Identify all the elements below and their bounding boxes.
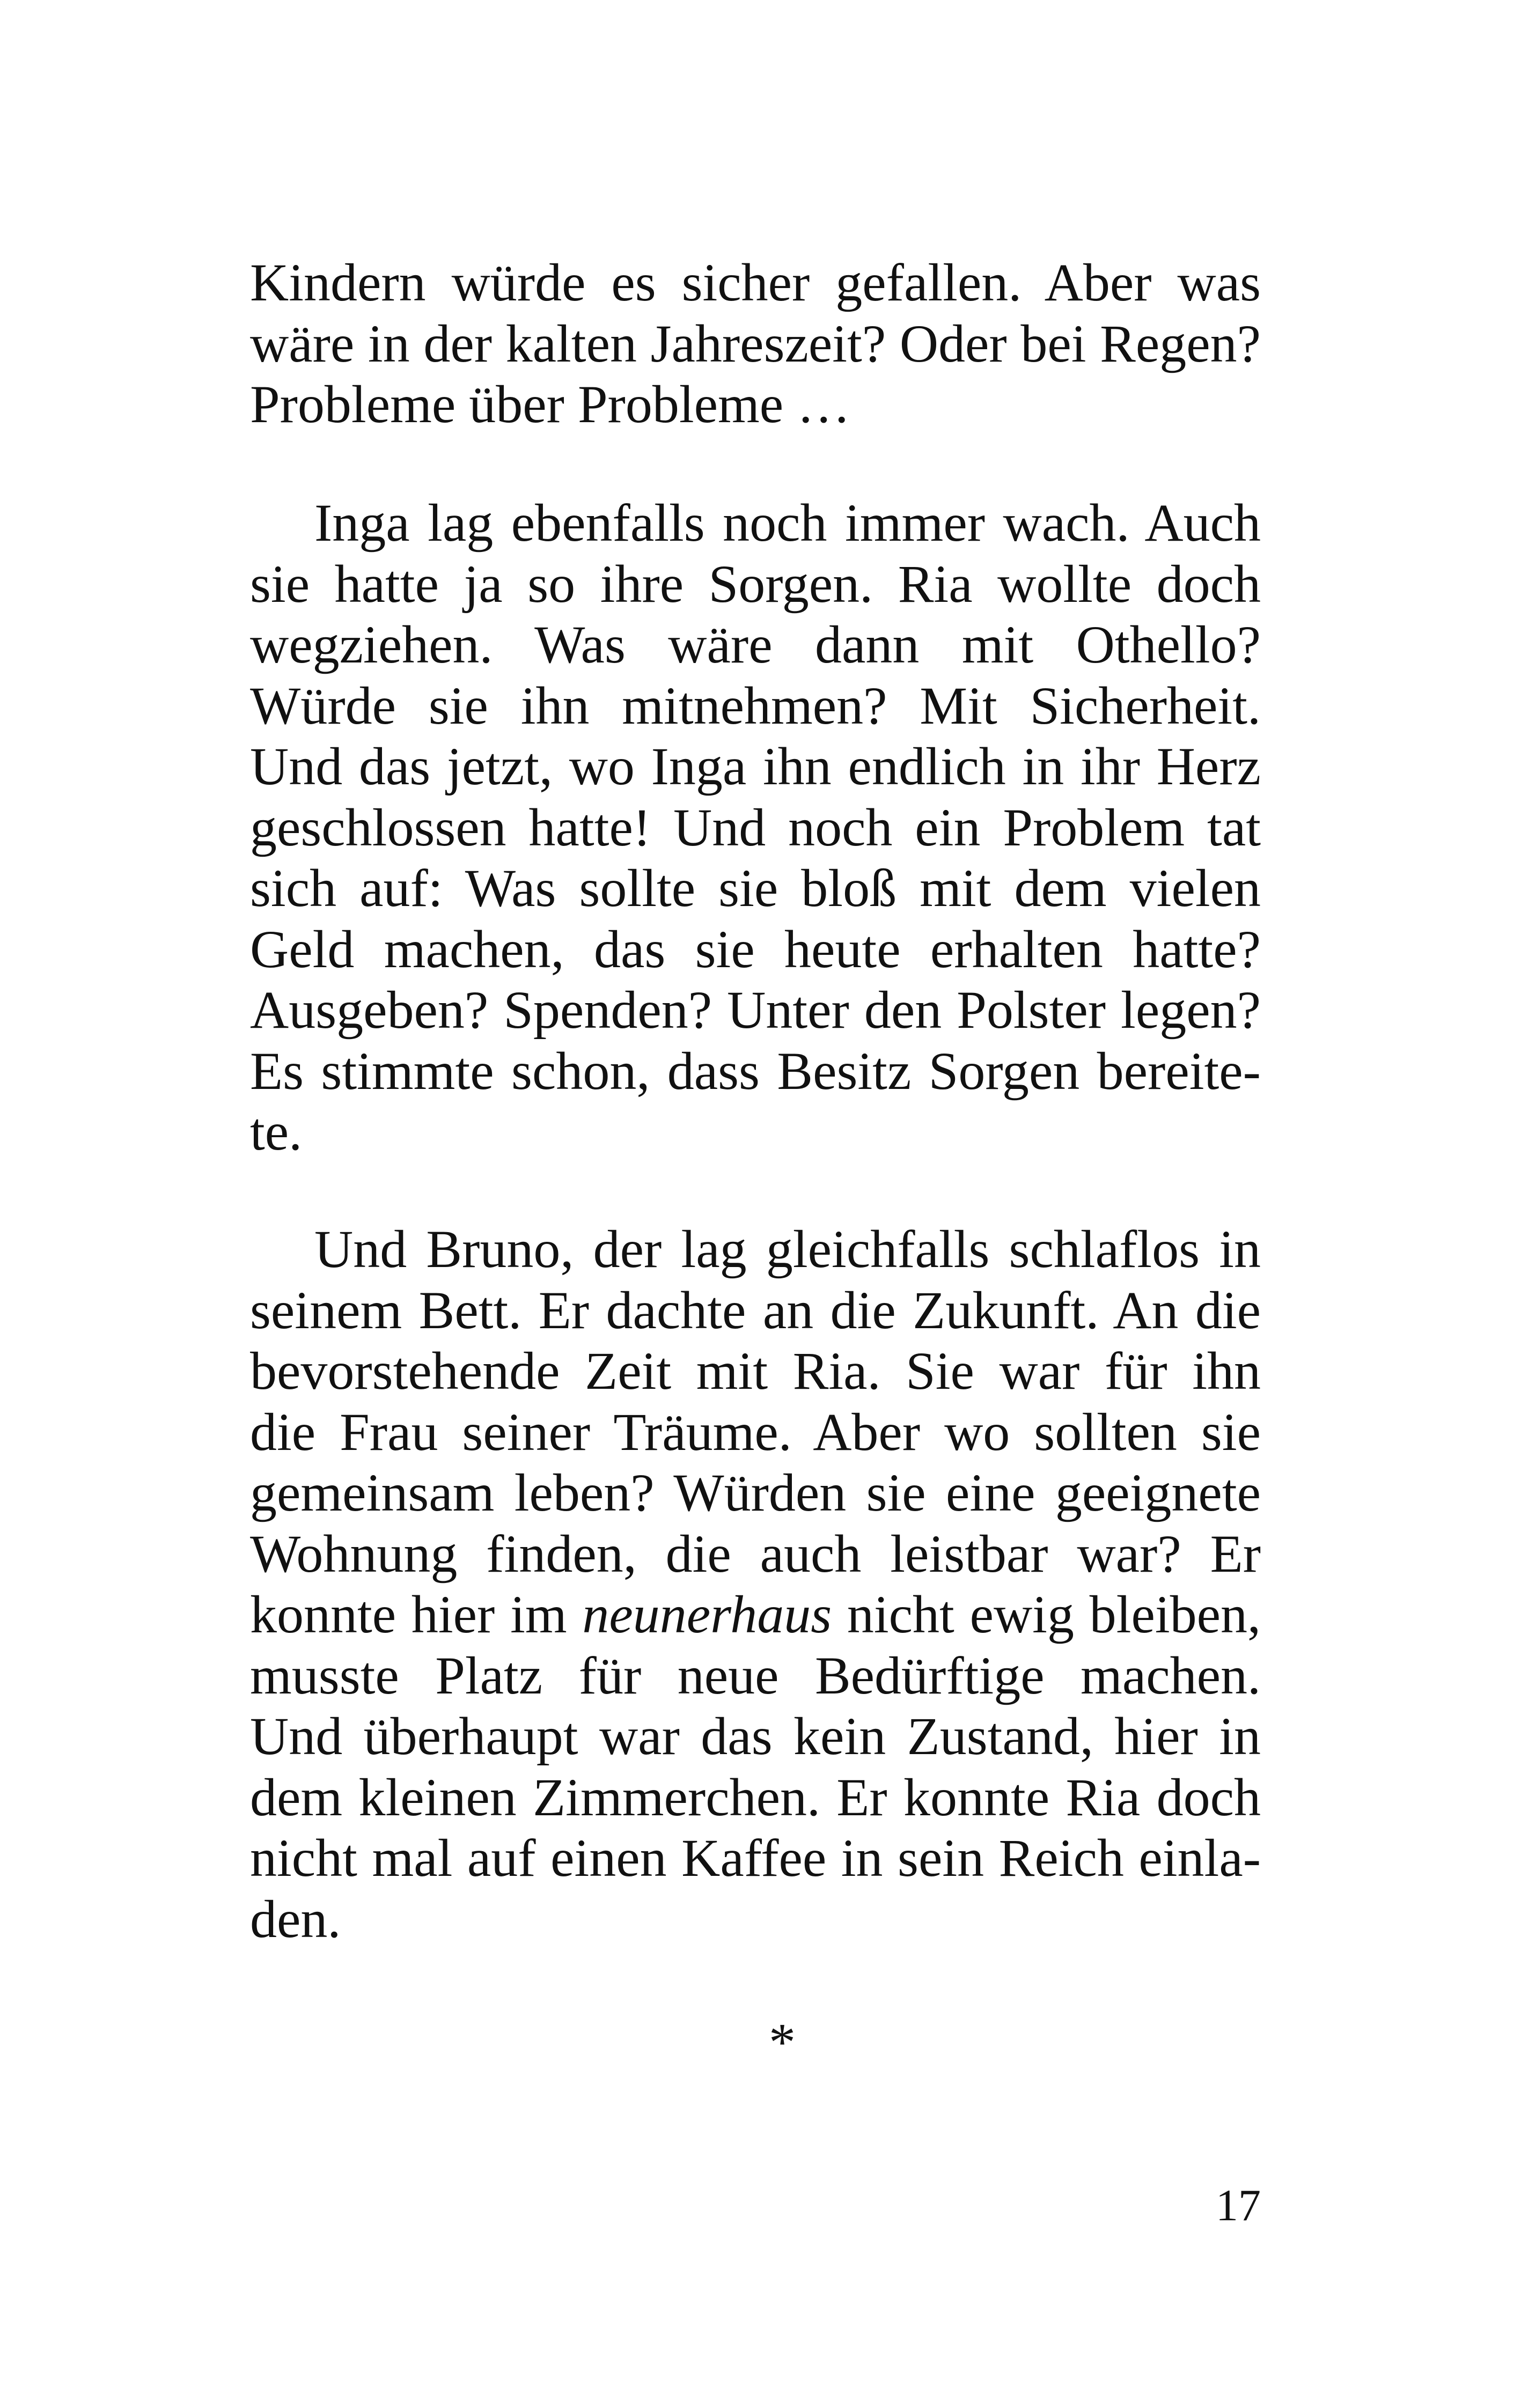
paragraph-3 <box>250 1219 1261 1949</box>
paragraph-1 <box>250 252 1261 435</box>
text-line: te. <box>250 1102 303 1161</box>
text-line: Würde sie ihn mitnehmen? Mit Sicherheit. <box>250 675 1261 735</box>
text-line: den. <box>250 1889 341 1949</box>
text-line: sich auf: Was sollte sie bloß mit dem vielen <box>250 858 1261 918</box>
text-line: geschlossen hatte! Und noch ein Problem tat <box>250 797 1261 857</box>
text-line: wegziehen. Was wäre dann mit Othello? <box>250 615 1261 674</box>
text-line-with-italic <box>250 1584 1261 1645</box>
text-line: Probleme über Probleme … <box>250 374 851 434</box>
text-line: bevorstehende Zeit mit Ria. Sie war für ihn <box>250 1341 1261 1401</box>
text-line: musste Platz für neue Bedürftige machen. <box>250 1645 1261 1705</box>
text-line: Wohnung finden, die auch leistbar war? Er <box>250 1523 1261 1584</box>
text-line: Ausgeben? Spenden? Unter den Polster legen? <box>250 980 1261 1040</box>
section-separator: * <box>769 2012 796 2072</box>
italic-place-name: neunerhaus <box>582 1585 832 1644</box>
text-line: seinem Bett. Er dachte an die Zukunft. An die <box>250 1280 1261 1340</box>
text-line: Kindern würde es sicher gefallen. Aber was <box>250 253 1261 312</box>
text-line: Und überhaupt war das kein Zustand, hier in <box>250 1706 1261 1766</box>
text-line: Es stimmte schon, dass Besitz Sorgen bereite- <box>250 1041 1261 1101</box>
paragraph-2 <box>250 492 1261 1162</box>
text-line: die Frau seiner Träume. Aber wo sollten sie <box>250 1402 1261 1462</box>
text-line: wäre in der kalten Jahreszeit? Oder bei Regen? <box>250 313 1261 373</box>
text-segment: nicht ewig bleiben, <box>832 1585 1261 1644</box>
text-line: Inga lag ebenfalls noch immer wach. Auch <box>314 493 1261 553</box>
text-line: dem kleinen Zimmerchen. Er konnte Ria doch <box>250 1767 1261 1827</box>
text-line: Geld machen, das sie heute erhalten hatte? <box>250 919 1261 979</box>
text-line: nicht mal auf einen Kaffee in sein Reich einla- <box>250 1828 1261 1888</box>
page-number: 17 <box>1216 2181 1261 2230</box>
text-line: gemeinsam leben? Würden sie eine geeignete <box>250 1463 1261 1522</box>
text-line: sie hatte ja so ihre Sorgen. Ria wollte doch <box>250 554 1261 614</box>
text-segment: konnte hier im <box>250 1585 583 1644</box>
text-line: Und Bruno, der lag gleichfalls schlaflos in <box>314 1219 1261 1279</box>
text-line: Und das jetzt, wo Inga ihn endlich in ihr Herz <box>250 737 1261 796</box>
